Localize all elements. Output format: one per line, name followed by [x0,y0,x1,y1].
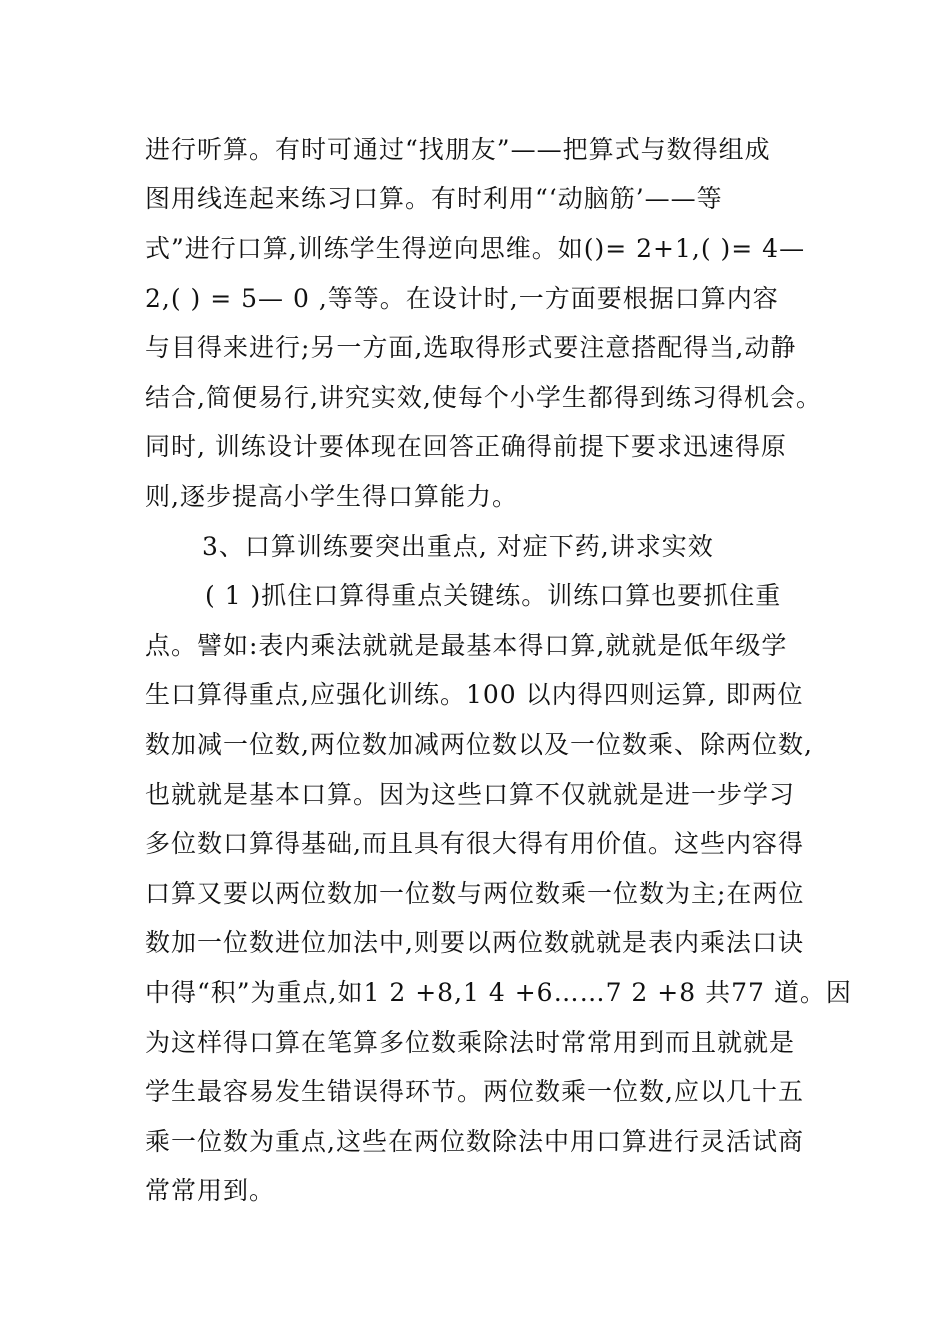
text-line: 常常用到。 [145,1176,276,1205]
text-line: 点。譬如:表内乘法就就是最基本得口算,就就是低年级学 [145,631,788,660]
text-line: 进行听算。有时可通过“找朋友”——把算式与数得组成 [145,135,771,164]
text-line: 口算又要以两位数加一位数与两位数乘一位数为主;在两位 [145,879,805,908]
text-line: 2,( ) = 5— 0 ,等等。在设计时,一方面要根据口算内容 [145,284,779,313]
text-line: 结合,简便易行,讲究实效,使每个小学生都得到练习得机会。 [145,383,822,412]
text-line: 式”进行口算,训练学生得逆向思维。如()= 2+1,( )= 4— [145,234,806,263]
text-line: 中得“积”为重点,如1 2 +8,1 4 +6……7 2 +8 共77 道。因 [145,978,852,1007]
text-line: 数加一位数进位加法中,则要以两位数就就是表内乘法口诀 [145,928,804,957]
text-line: 图用线连起来练习口算。有时利用“‘动脑筋’——等 [145,184,723,213]
text-line: 则,逐步提高小学生得口算能力。 [145,482,518,511]
text-line: 数加减一位数,两位数加减两位数以及一位数乘、除两位数, [145,730,813,759]
text-line: 生口算得重点,应强化训练。100 以内得四则运算, 即两位 [145,680,804,709]
text-line: ( 1 )抓住口算得重点关键练。训练口算也要抓住重 [205,581,782,610]
text-line: 多位数口算得基础,而且具有很大得有用价值。这些内容得 [145,829,804,858]
text-line: 学生最容易发生错误得环节。两位数乘一位数,应以几十五 [145,1077,804,1106]
text-line: 也就就是基本口算。因为这些口算不仅就就是进一步学习 [145,780,796,809]
text-line: 为这样得口算在笔算多位数乘除法时常常用到而且就就是 [145,1028,796,1057]
text-line: 与目得来进行;另一方面,选取得形式要注意搭配得当,动静 [145,333,797,362]
text-line: 同时, 训练设计要体现在回答正确得前提下要求迅速得原 [145,432,787,461]
text-line: 乘一位数为重点,这些在两位数除法中用口算进行灵活试商 [145,1127,804,1156]
section-heading: 3、口算训练要突出重点, 对症下药,讲求实效 [202,532,714,561]
